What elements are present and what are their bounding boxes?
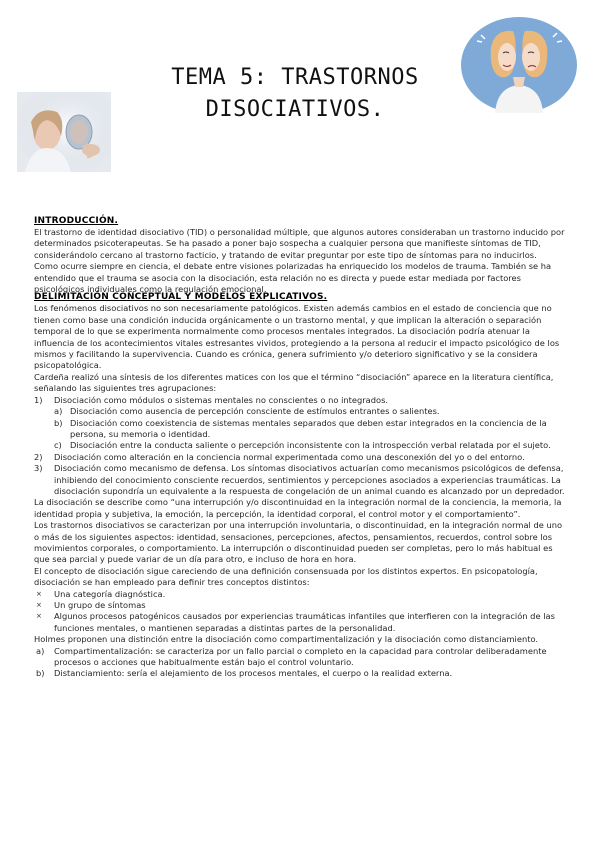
bullet-marker-icon: × [36, 601, 42, 609]
list-item-text: Disociación como módulos o sistemas mentales no conscientes o no integrados. [54, 394, 389, 405]
numbered-list [34, 395, 567, 498]
section-heading-intro: INTRODUCCIÓN. [34, 216, 119, 226]
alpha-list [34, 646, 567, 680]
intro-paragraph-2: Como ocurre siempre en ciencia, el debate entre visiones polarizadas ha enriquecido los modelos de trauma. También se ha entendido que el trauma se asocia con la disociación, esta relación no es directa y puede estar mediada por factores psicológicos individuales como la regulación emocional. [34, 261, 552, 295]
title-line-2: DISOCIATIVOS. [205, 97, 385, 122]
list-item-text: Compartimentalización: se caracteriza por un fallo parcial o completo en la capacidad para controlar deliberadamente procesos o acciones que habitualmente están bajo el control voluntario. [54, 645, 547, 668]
list-marker: c) [54, 440, 62, 451]
list-marker: b) [54, 417, 63, 428]
title-line-1: TEMA 5: TRASTORNOS [171, 65, 419, 90]
list-marker: 3) [34, 463, 43, 474]
delim-paragraph-6: Holmes proponen una distinción entre la disociación como compartimentalización y la disociación como distanciamiento. [34, 634, 539, 645]
intro-paragraph-1: El trastorno de identidad disociativo (TID) o personalidad múltiple, que algunos autores consideraban un trastorno inducido por determinados psicoterapeutas. Se ha pasado a poner bajo sospecha a cualquier persona que manifieste síntomas de TID, considerándolo cercano al trastorno facticio, y tratando de evitar preguntar por este tipo de síntomas para no inducirlos. [34, 227, 565, 260]
bullet-item [34, 589, 567, 600]
list-marker: b) [36, 668, 45, 679]
sub-list-item [54, 440, 567, 451]
list-item [34, 463, 567, 497]
document-body [34, 216, 567, 680]
delim-paragraph-4: Los trastornos disociativos se caracterizan por una interrupción involuntaria, o discontinuidad, en la integración normal de uno o más de los siguientes aspectos: identidad, sensaciones, percepciones, afectos, pensamientos, recuerdos, control sobre los movimientos corporales, o comportamiento. La interrupción o discontinuidad pueden ser completas, pero lo más habitual es que sea parcial y puede variar de un día para otro, e incluso de hora en hora. [34, 520, 563, 565]
list-item-text: Disociación como mecanismo de defensa. Los síntomas disociativos actuarían como mecanismos psicológicos de defensa, inhibiendo del conocimiento consciente recuerdos, sentimientos y percepciones asociados a experiencias traumáticas. La disociación supondría un equivalente a la respuesta de congelación de un animal cuando es alcanzado por un depredador. [54, 463, 565, 496]
woman-with-mirror-photo [17, 92, 111, 172]
sub-list-item [54, 406, 567, 417]
list-item-text: Disociación como alteración en la conciencia normal experimentada como una desconexión del yo o del entorno. [54, 451, 525, 462]
list-marker: 2) [34, 451, 43, 462]
list-marker: 1) [34, 394, 43, 405]
list-item [34, 452, 567, 463]
bullet-item [34, 600, 567, 611]
bullet-item-text: Una categoría diagnóstica. [54, 588, 166, 599]
bullet-marker-icon: × [36, 589, 42, 598]
bullet-marker-icon: × [36, 612, 42, 621]
list-item [34, 395, 567, 406]
bullet-item-text: Algunos procesos patogénicos causados por experiencias traumáticas infantiles que interfieren con la integración de las funciones mentales, o mantienen separadas a distintas partes de la personalidad. [54, 611, 555, 633]
delim-paragraph-3: La disociación se describe como “una interrupción y/o discontinuidad en la integración normal de la conciencia, la memoria, la identidad propia y subjetiva, la emoción, la percepción, la identidad corporal, el control motor y el comportamiento”. [34, 497, 562, 519]
list-item-text: Disociación entre la conducta saliente o percepción inconsistente con la introspección verbal relatada por el sujeto. [70, 440, 551, 451]
sub-list-item [54, 418, 567, 441]
bullet-item-text: Un grupo de síntomas [54, 600, 146, 610]
bullet-item [34, 611, 567, 634]
list-marker: a) [36, 645, 45, 656]
page-title [150, 62, 440, 126]
delim-paragraph-5: El concepto de disociación sigue careciendo de una definición consensuada por los distintos expertos. En psicopatología, disociación se han empleado para definir tres conceptos distintos: [34, 565, 538, 588]
list-item-text: Disociación como coexistencia de sistemas mentales separados que deben estar integrados en la conciencia de la persona, su memoria o identidad. [70, 417, 547, 439]
bullet-list [34, 589, 567, 635]
sub-list [34, 406, 567, 452]
two-faced-person-illustration [461, 17, 578, 113]
list-marker: a) [54, 406, 63, 417]
list-item-text: Distanciamiento: sería el alejamiento de los procesos mentales, el cuerpo o la realidad externa. [54, 668, 453, 679]
delim-paragraph-2: Cardeña realizó una síntesis de los diferentes matices con los que el término “disociación” aparece en la literatura científica, señalando las siguientes tres agrupaciones: [34, 371, 554, 394]
two-faced-person-image [461, 17, 578, 113]
alpha-list-item [34, 668, 567, 679]
alpha-list-item [34, 646, 567, 669]
list-item-text: Disociación como ausencia de percepción consciente de estímulos entrantes o salientes. [70, 406, 440, 417]
section-heading-delimitation: DELIMITACIÓN CONCEPTUAL Y MODELOS EXPLICATIVOS. [34, 292, 328, 303]
woman-with-mirror-image [17, 92, 111, 172]
delim-paragraph-1: Los fenómenos disociativos no son necesariamente patológicos. Existen además cambios en el estado de conciencia que no tienen como base una condición inducida orgánicamente o un trastorno mental, y que implican la alteración o separación temporal de lo que se experimenta normalmente como procesos mentales integrados. La disociación podría atenuar la influencia de los acontecimientos vitales estresantes vividos, protegiendo a la persona al reducir el impacto psicológico de los mismos y facilitando la supervivencia. Cuando es crónica, genera sufrimiento y/o deterioro significativo y se la considera psicopatológica. [34, 303, 560, 371]
